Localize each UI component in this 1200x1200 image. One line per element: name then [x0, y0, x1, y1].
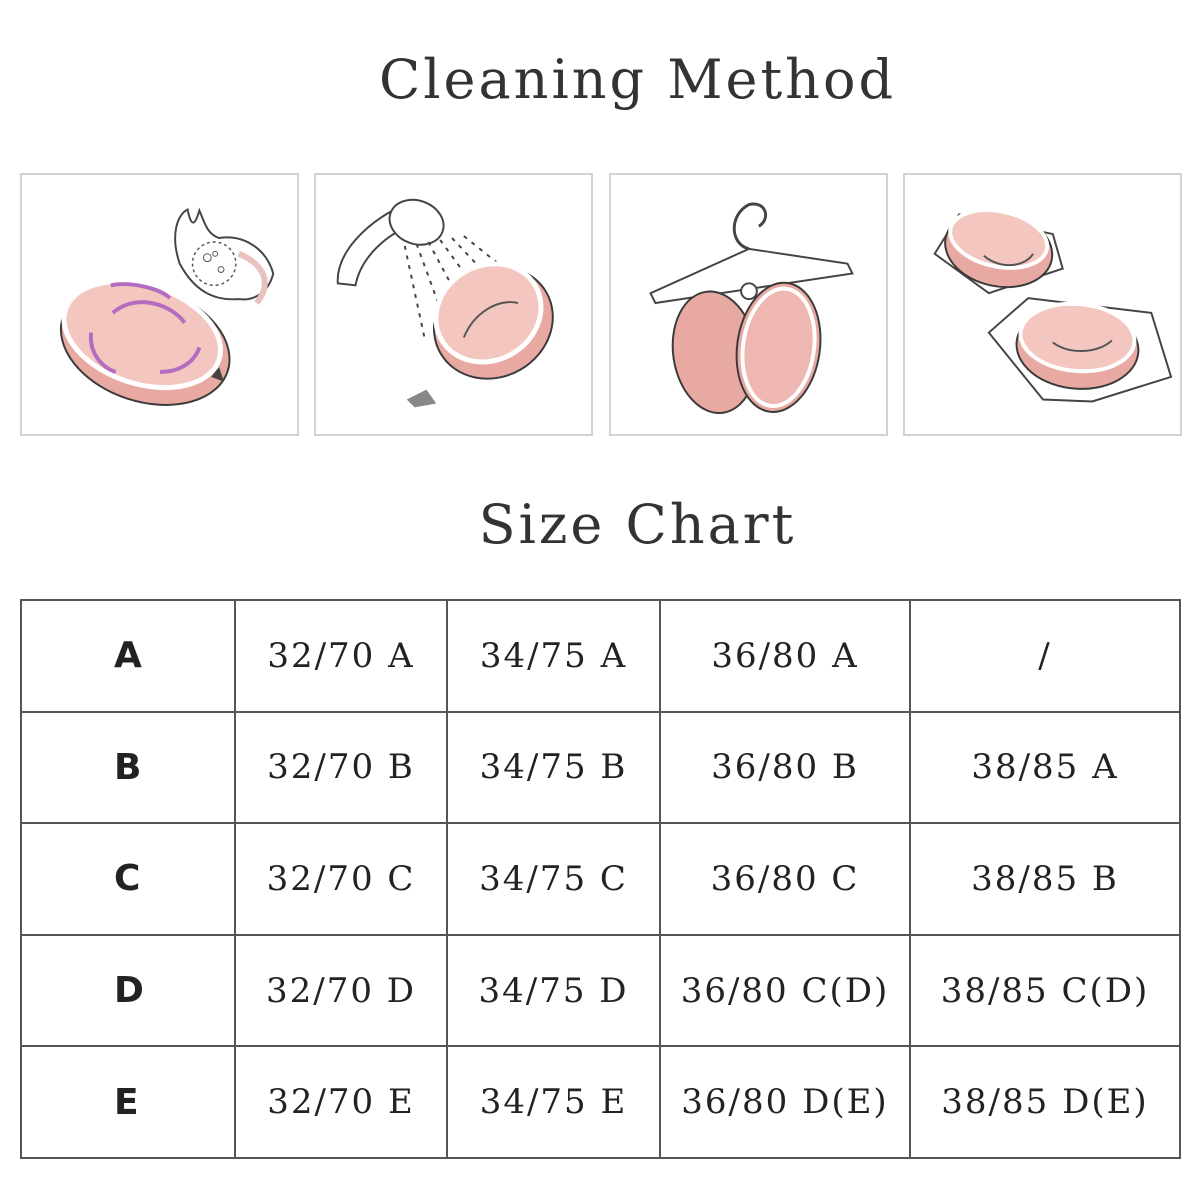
table-row — [21, 712, 1180, 824]
size-cell: 34/75 E — [447, 1046, 660, 1158]
cup-size-label: D — [21, 935, 235, 1047]
size-cell: 34/75 A — [447, 600, 660, 712]
shower-rinse-icon — [316, 175, 591, 434]
step-hang-dry-panel — [609, 173, 888, 436]
size-cell: 38/85 A — [910, 712, 1180, 824]
cup-size-label: E — [21, 1046, 235, 1158]
step-hand-wash-panel — [20, 173, 299, 436]
size-cell: 38/85 D(E) — [910, 1046, 1180, 1158]
size-chart-table — [20, 599, 1181, 1159]
size-cell: / — [910, 600, 1180, 712]
cleaning-method-title: Cleaning Method — [378, 48, 897, 111]
size-cell: 32/70 C — [235, 823, 447, 935]
size-cell: 34/75 B — [447, 712, 660, 824]
table-row — [21, 600, 1180, 712]
table-row — [21, 935, 1180, 1047]
size-cell: 34/75 C — [447, 823, 660, 935]
cup-size-label: C — [21, 823, 235, 935]
hanger-dry-icon — [611, 175, 886, 434]
size-cell: 36/80 A — [660, 600, 910, 712]
size-cell: 32/70 D — [235, 935, 447, 1047]
size-cell: 32/70 B — [235, 712, 447, 824]
size-cell: 36/80 D(E) — [660, 1046, 910, 1158]
cup-size-label: B — [21, 712, 235, 824]
size-cell: 34/75 D — [447, 935, 660, 1047]
hand-wash-icon — [22, 175, 297, 434]
size-cell: 36/80 C(D) — [660, 935, 910, 1047]
cup-size-label: A — [21, 600, 235, 712]
step-rinse-panel — [314, 173, 593, 436]
table-row — [21, 823, 1180, 935]
table-row — [21, 1046, 1180, 1158]
size-cell: 38/85 C(D) — [910, 935, 1180, 1047]
size-cell: 32/70 A — [235, 600, 447, 712]
size-cell: 32/70 E — [235, 1046, 447, 1158]
size-cell: 38/85 B — [910, 823, 1180, 935]
film-cover-icon — [905, 175, 1180, 434]
size-cell: 36/80 B — [660, 712, 910, 824]
step-cover-panel — [903, 173, 1182, 436]
size-cell: 36/80 C — [660, 823, 910, 935]
size-chart-title: Size Chart — [478, 493, 797, 556]
